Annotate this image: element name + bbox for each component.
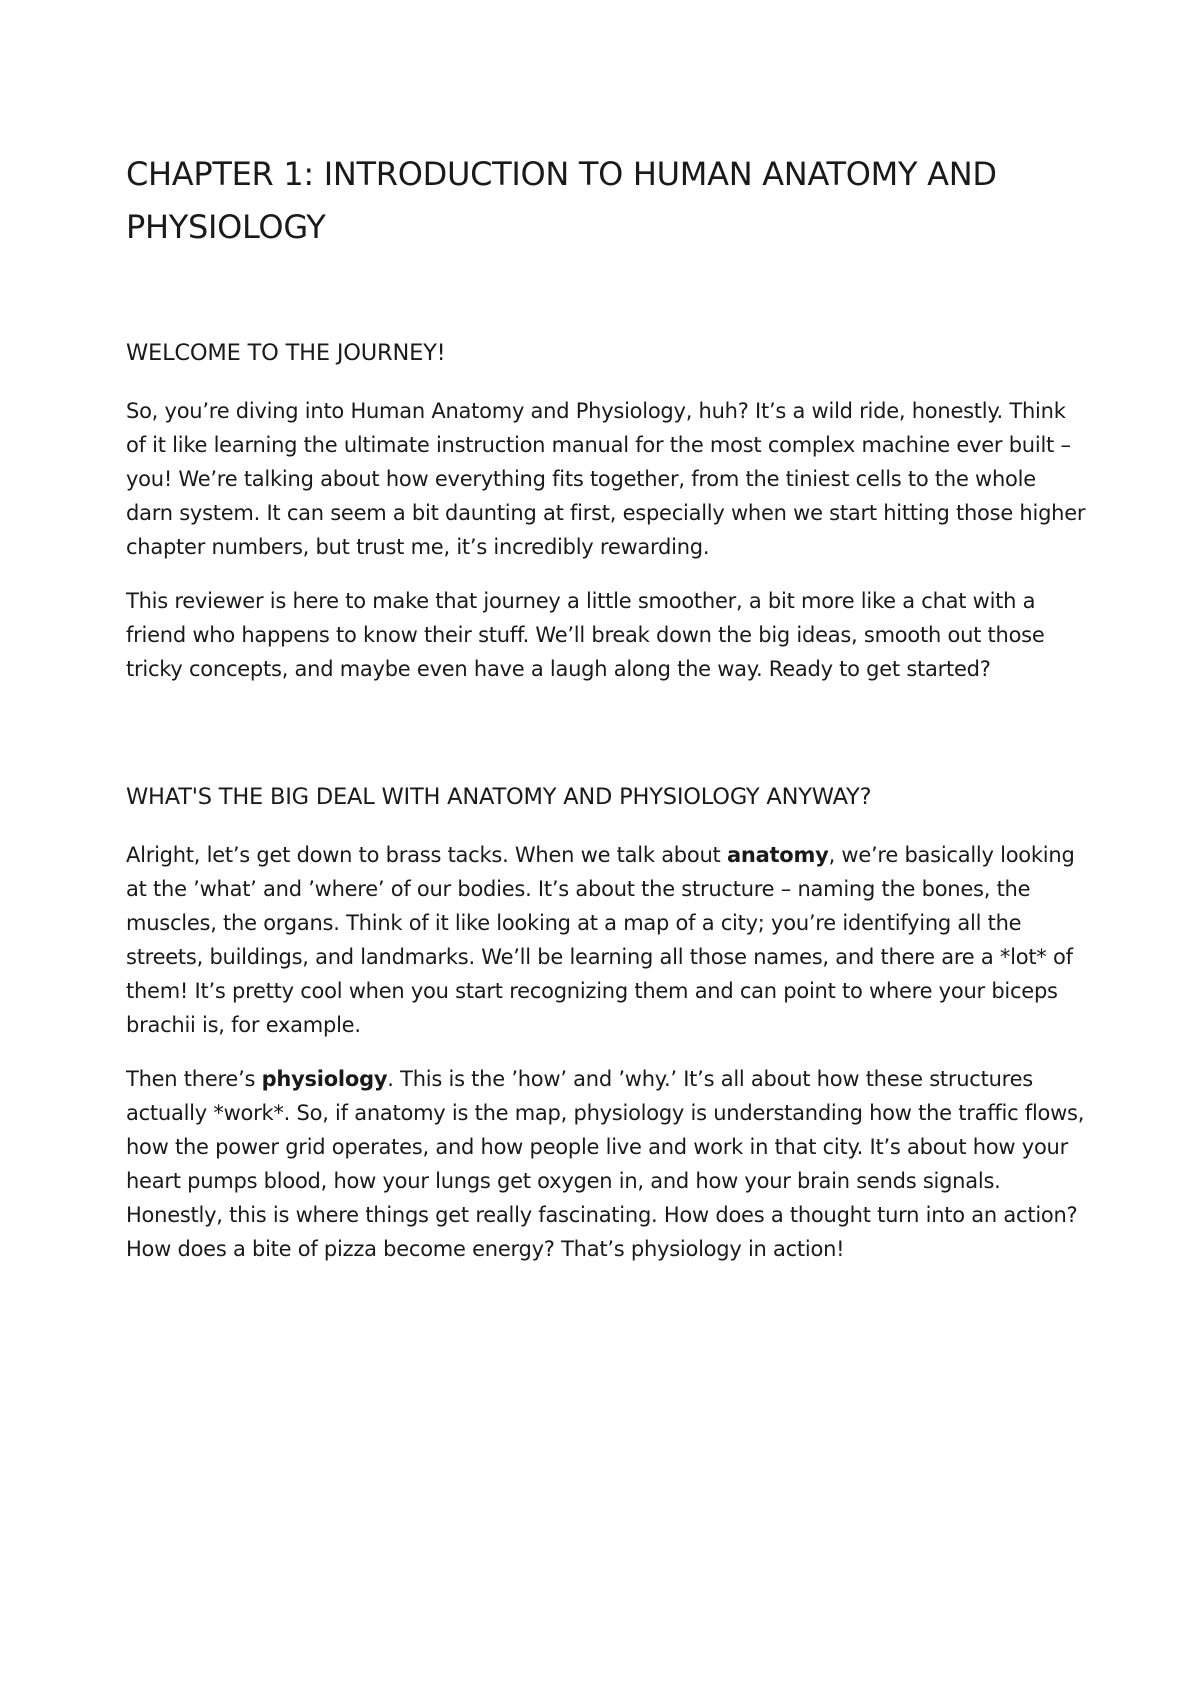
- paragraph-intro-2: This reviewer is here to make that journey a little smoother, a bit more like a chat with a friend who happens to know their stuff. We’ll break down the big ideas, smooth out those tricky concepts, and maybe even have a laugh along the way. Ready to get started?: [126, 589, 1045, 681]
- section-heading-welcome: WELCOME TO THE JOURNEY!: [126, 340, 446, 366]
- anatomy-term: anatomy: [726, 843, 829, 867]
- paragraph-physiology: [126, 1062, 1086, 1266]
- chapter-title: CHAPTER 1: INTRODUCTION TO HUMAN ANATOMY AND PHYSIOLOGY: [126, 155, 997, 246]
- section-heading-big-deal: WHAT'S THE BIG DEAL WITH ANATOMY AND PHYSIOLOGY ANYWAY?: [126, 784, 872, 810]
- anatomy-text-after: , we’re basically looking at the ’what’ and ’where’ of our bodies. It’s about the structure – naming the bones, the muscles, the organs. Think of it like looking at a map of a city; you’re identifying all the streets, buildings, and landmarks. We’ll be learning all those names, and there are a *lot* of them! It’s pretty cool when you start recognizing them and can point to where your biceps brachii is, for example.: [126, 843, 1075, 1037]
- physiology-term: physiology: [261, 1067, 388, 1091]
- paragraph-intro-1: So, you’re diving into Human Anatomy and Physiology, huh? It’s a wild ride, honestly. Think of it like learning the ultimate instruction manual for the most complex machine ever built – you! We’re talking about how everything fits together, from the tiniest cells to the whole darn system. It can seem a bit daunting at first, especially when we start hitting those higher chapter numbers, but trust me, it’s incredibly rewarding.: [126, 399, 1086, 559]
- physiology-text-before: Then there’s: [126, 1067, 262, 1091]
- paragraph-anatomy: [126, 838, 1086, 1042]
- document-body: [126, 148, 1086, 1266]
- physiology-text-after: . This is the ’how’ and ’why.’ It’s all about how these structures actually *work*. So, if anatomy is the map, physiology is understanding how the traffic flows, how the power grid operates, and how people live and work in that city. It’s about how your heart pumps blood, how your lungs get oxygen in, and how your brain sends signals. Honestly, this is where things get really fascinating. How does a thought turn into an action? How does a bite of pizza become energy? That’s physiology in action!: [126, 1067, 1085, 1261]
- anatomy-text-before: Alright, let’s get down to brass tacks. When we talk about: [126, 843, 727, 867]
